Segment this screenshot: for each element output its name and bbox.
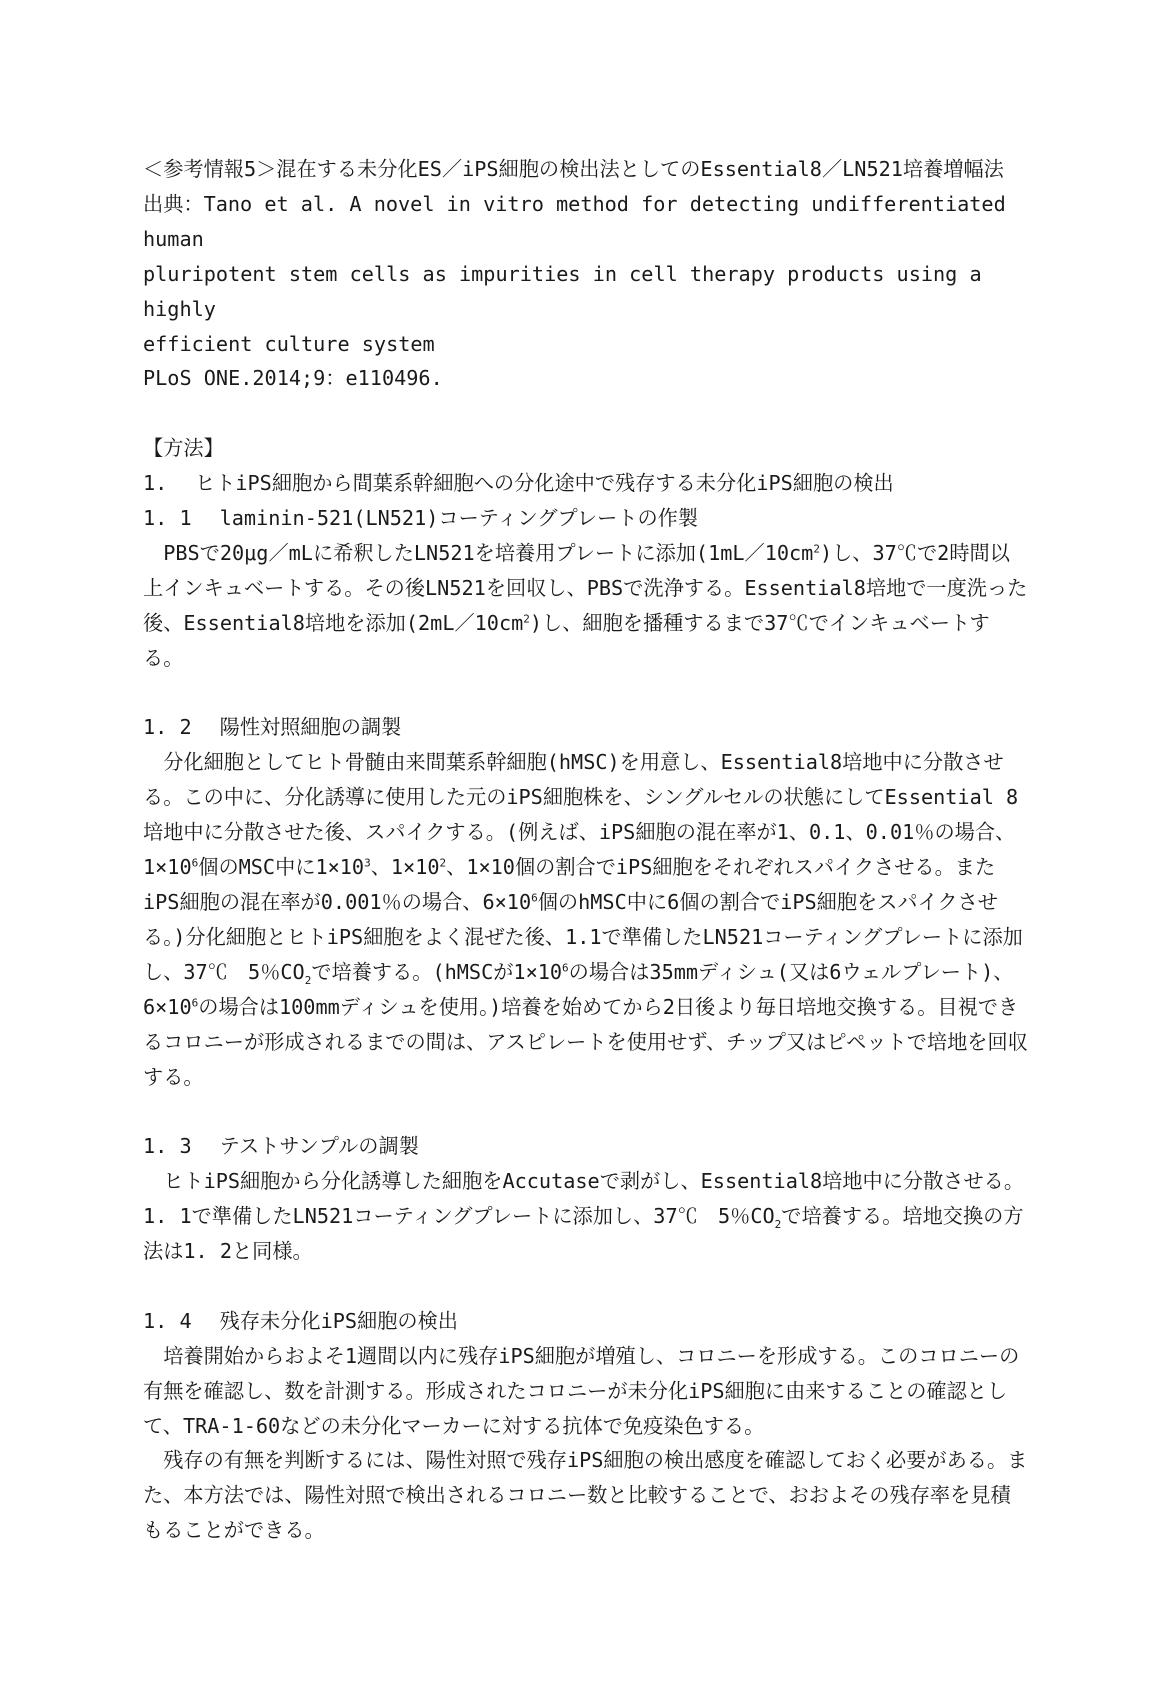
section-title: 残存未分化iPS細胞の検出 — [219, 1308, 458, 1333]
section-1-2-heading — [143, 710, 1029, 745]
section-1-4-heading — [143, 1304, 1029, 1339]
section-1-3-paragraph: ヒトiPS細胞から分化誘導した細胞をAccutaseで剥がし、Essential8培地中に分散させる。1. 1で準備したLN521コーティングプレートに添加し、37℃ 5％$CO_2$で培養する。培地交換の方法は1. 2と同様。 — [143, 1169, 1025, 1264]
section-title: ヒトiPS細胞から間葉系幹細胞への分化途中で残存する未分化iPS細胞の検出 — [195, 471, 894, 496]
section-number: 1. 3 — [143, 1134, 192, 1159]
source-journal-line: PLoS ONE.2014;9：e110496. — [143, 366, 443, 391]
source-citation-line: efficient culture system — [143, 331, 435, 356]
source-citation-line: 出典：Tano et al. A novel in vitro method for detecting undifferentiated human — [143, 191, 1006, 251]
section-title: laminin-521(LN521)コーティングプレートの作製 — [219, 506, 699, 531]
section-1-2-paragraph: 分化細胞としてヒト骨髄由来間葉系幹細胞(hMSC)を用意し、Essential8培地中に分散させる。この中に、分化誘導に使用した元のiPS細胞株を、シングルセルの状態にしてEssential 8培地中に分散させた後、スパイクする。(例えば、iPS細胞の混在率が1、0.1、0.01％の場合、$1\times 10^6$個のMSC中に$1\times 10^3$、$1\times 10^2$、1×10個の割合でiPS細胞をそれぞれスパイクさせる。またiPS細胞の混在率が0.001％の場合、$6\times 10^6$個のhMSC中に6個の割合でiPS細胞をスパイクさせる。)分化細胞とヒトiPS細胞をよく混ぜた後、1.1で準備したLN521コーティングプレートに添加し、37℃ 5％$CO_2$で培養する。(hMSCが$1\times 10^6$の場合は35mmディシュ(又は6ウェルプレート)、$6\times 10^6$の場合は100mmディシュを使用。)培養を始めてから2日後より毎日培地交換する。目視できるコロニーが形成されるまでの間は、アスピレートを使用せず、チップ又はピペットで培地を回収する。 — [143, 750, 1028, 1089]
methods-heading: 【方法】 — [143, 436, 224, 461]
spacer — [143, 676, 1029, 711]
section-number: 1. 4 — [143, 1308, 192, 1333]
section-1-1-heading — [143, 501, 1029, 536]
spacer — [143, 1269, 1029, 1304]
section-number: 1. 1 — [143, 506, 192, 531]
section-title: 陽性対照細胞の調製 — [219, 715, 402, 740]
section-number: 1. — [143, 471, 168, 496]
source-citation-line: pluripotent stem cells as impurities in cell therapy products using a highly — [143, 261, 982, 321]
section-1-3-heading — [143, 1129, 1029, 1164]
document-title: ＜参考情報5＞混在する未分化ES／iPS細胞の検出法としてのEssential8／LN521培養増幅法 — [143, 157, 1004, 181]
section-1-4-paragraph: 残存の有無を判断するには、陽性対照で残存iPS細胞の検出感度を確認しておく必要がある。また、本方法では、陽性対照で検出されるコロニー数と比較することで、おおよその残存率を見積もることができる。 — [143, 1448, 1028, 1543]
document-body — [143, 152, 1029, 1548]
section-title: テストサンプルの調製 — [219, 1134, 419, 1159]
spacer — [143, 1094, 1029, 1129]
section-1-1-paragraph: PBSで20μg／mLに希釈したLN521を培養用プレートに添加$(1mL/10cm^2)$し、37℃で2時間以上インキュベートする。その後LN521を回収し、PBSで洗浄する。Essential8培地で一度洗った後、Essential8培地を添加$(2mL/10cm^2)$し、細胞を播種するまで37℃でインキュベートする。 — [143, 540, 1028, 670]
section-1-4-paragraph: 培養開始からおよそ1週間以内に残存iPS細胞が増殖し、コロニーを形成する。このコロニーの有無を確認し、数を計測する。形成されたコロニーが未分化iPS細胞に由来することの確認として、TRA-1-60などの未分化マーカーに対する抗体で免疫染色する。 — [143, 1343, 1020, 1438]
section-1-heading — [143, 466, 1029, 501]
spacer — [143, 396, 1029, 431]
section-number: 1. 2 — [143, 715, 192, 740]
